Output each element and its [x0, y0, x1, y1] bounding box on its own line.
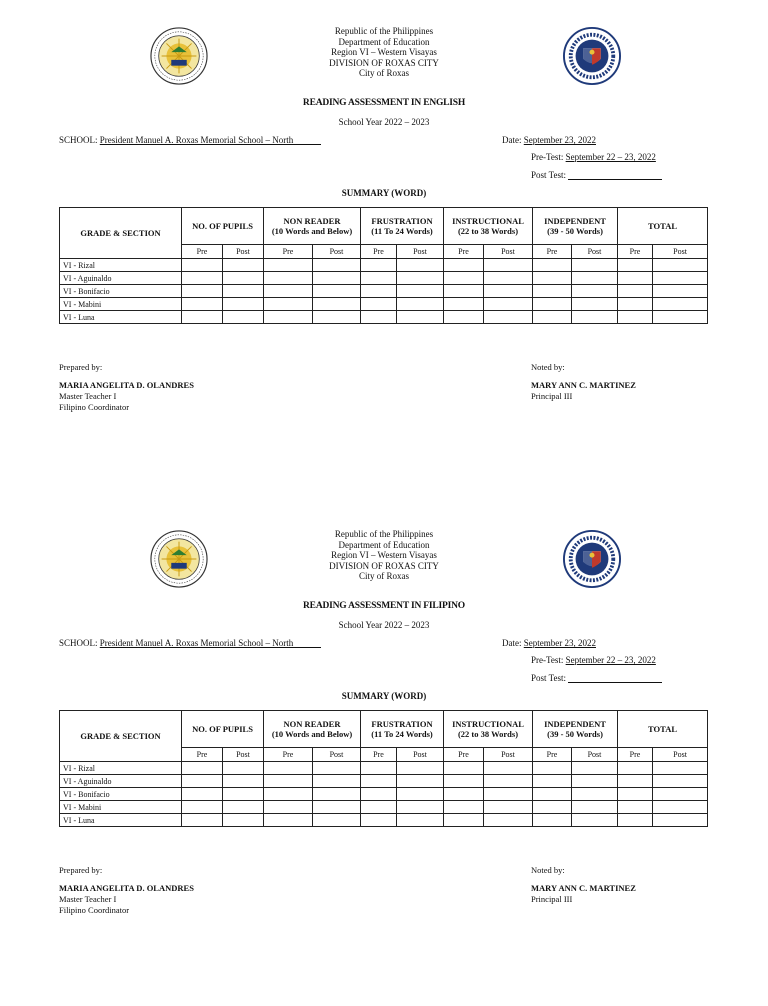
- school-underline: [293, 638, 321, 648]
- summary-title: SUMMARY (WORD): [341, 188, 427, 198]
- school-row: [59, 638, 321, 648]
- division-seal-icon: [150, 27, 208, 85]
- region-line: Region VI – Western Visayas: [331, 47, 437, 58]
- instructional-header: INSTRUCTIONAL (22 to 38 Words): [444, 711, 533, 748]
- pre-label: Pre: [264, 748, 313, 762]
- pre-label: Pre: [533, 748, 572, 762]
- date-label: Date:: [502, 638, 522, 648]
- division-line: DIVISION OF ROXAS CITY: [329, 560, 439, 571]
- noted-name: MARY ANN C. MARTINEZ: [531, 883, 636, 893]
- table-row: [60, 788, 708, 801]
- prepared-label: Prepared by:: [59, 865, 103, 875]
- republic-line: Republic of the Philippines: [334, 26, 434, 36]
- prepared-name: MARIA ANGELITA D. OLANDRES: [59, 883, 194, 893]
- post-label: Post: [397, 748, 444, 762]
- post-label: Post: [223, 748, 264, 762]
- date-row: [502, 135, 596, 145]
- post-label: Post: [223, 245, 264, 259]
- noted-name: MARY ANN C. MARTINEZ: [531, 380, 636, 390]
- pre-label: Pre: [361, 245, 397, 259]
- summary-title: SUMMARY (WORD): [341, 691, 427, 701]
- school-row: [59, 135, 321, 145]
- post-label: Post: [313, 748, 361, 762]
- noted-by-block: [531, 865, 636, 905]
- pre-label: Pre: [618, 748, 653, 762]
- frustration-header: FRUSTRATION (11 To 24 Words): [361, 208, 444, 245]
- division-line: DIVISION OF ROXAS CITY: [329, 57, 439, 68]
- table-row: [60, 762, 708, 775]
- section-name: VI - Bonifacio: [60, 788, 182, 801]
- assessment-form-english: [0, 0, 768, 440]
- section-name: VI - Luna: [60, 814, 182, 827]
- non-reader-header: NON READER (10 Words and Below): [264, 208, 361, 245]
- section-name: VI - Aguinaldo: [60, 272, 182, 285]
- letterhead: [284, 26, 484, 79]
- section-name: VI - Mabini: [60, 298, 182, 311]
- pretest-row: [531, 655, 656, 665]
- post-label: Post: [484, 245, 533, 259]
- pretest-row: [531, 152, 656, 162]
- posttest-row: [531, 673, 662, 683]
- post-label: Post: [572, 748, 618, 762]
- prepared-title2: Filipino Coordinator: [59, 402, 130, 412]
- no-of-pupils-header: NO. OF PUPILS: [182, 208, 264, 245]
- grade-section-header: GRADE & SECTION: [60, 208, 182, 259]
- prepared-label: Prepared by:: [59, 362, 103, 372]
- section-name: VI - Rizal: [60, 259, 182, 272]
- form-title: READING ASSESSMENT IN FILIPINO: [303, 601, 465, 611]
- table-row: [60, 801, 708, 814]
- pre-label: Pre: [444, 748, 484, 762]
- noted-label: Noted by:: [531, 362, 565, 372]
- total-header: TOTAL: [618, 208, 708, 245]
- table-row: [60, 272, 708, 285]
- section-name: VI - Aguinaldo: [60, 775, 182, 788]
- table-row: [60, 285, 708, 298]
- region-line: Region VI – Western Visayas: [331, 550, 437, 561]
- frustration-header: FRUSTRATION (11 To 24 Words): [361, 711, 444, 748]
- pretest-value: September 22 – 23, 2022: [565, 152, 656, 162]
- city-line: City of Roxas: [358, 571, 409, 582]
- prepared-title1: Master Teacher I: [59, 391, 117, 401]
- table-row: [60, 298, 708, 311]
- school-year: School Year 2022 – 2023: [338, 117, 430, 127]
- city-line: City of Roxas: [358, 68, 409, 79]
- table-row: [60, 814, 708, 827]
- prepared-by-block: [59, 362, 194, 413]
- pre-label: Pre: [264, 245, 313, 259]
- section-name: VI - Rizal: [60, 762, 182, 775]
- posttest-label: Post Test:: [531, 673, 566, 683]
- noted-by-block: [531, 362, 636, 402]
- pretest-label: Pre-Test:: [531, 655, 564, 665]
- pre-label: Pre: [533, 245, 572, 259]
- posttest-label: Post Test:: [531, 170, 566, 180]
- summary-table: [59, 207, 708, 324]
- total-header: TOTAL: [618, 711, 708, 748]
- table-row: [60, 259, 708, 272]
- post-label: Post: [313, 245, 361, 259]
- pre-label: Pre: [618, 245, 653, 259]
- noted-label: Noted by:: [531, 865, 565, 875]
- post-label: Post: [653, 748, 708, 762]
- post-label: Post: [653, 245, 708, 259]
- instructional-header: INSTRUCTIONAL (22 to 38 Words): [444, 208, 533, 245]
- division-seal-icon: [150, 530, 208, 588]
- post-label: Post: [572, 245, 618, 259]
- pre-label: Pre: [444, 245, 484, 259]
- section-name: VI - Mabini: [60, 801, 182, 814]
- date-value: September 23, 2022: [523, 638, 596, 648]
- pretest-label: Pre-Test:: [531, 152, 564, 162]
- school-value: President Manuel A. Roxas Memorial School – North: [99, 638, 294, 648]
- deped-seal-icon: [563, 530, 621, 588]
- date-row: [502, 638, 596, 648]
- pre-label: Pre: [182, 245, 223, 259]
- prepared-by-block: [59, 865, 194, 916]
- independent-header: INDEPENDENT (39 - 50 Words): [533, 711, 618, 748]
- date-label: Date:: [502, 135, 522, 145]
- noted-title: Principal III: [531, 894, 573, 904]
- school-value: President Manuel A. Roxas Memorial School – North: [99, 135, 294, 145]
- post-label: Post: [484, 748, 533, 762]
- letterhead: [284, 529, 484, 582]
- assessment-form-filipino: [0, 503, 768, 943]
- school-underline: [293, 135, 321, 145]
- date-value: September 23, 2022: [523, 135, 596, 145]
- deped-seal-icon: [563, 27, 621, 85]
- noted-title: Principal III: [531, 391, 573, 401]
- prepared-title1: Master Teacher I: [59, 894, 117, 904]
- table-row: [60, 311, 708, 324]
- post-label: Post: [397, 245, 444, 259]
- pre-label: Pre: [182, 748, 223, 762]
- prepared-name: MARIA ANGELITA D. OLANDRES: [59, 380, 194, 390]
- summary-table: [59, 710, 708, 827]
- non-reader-header: NON READER (10 Words and Below): [264, 711, 361, 748]
- section-name: VI - Bonifacio: [60, 285, 182, 298]
- department-line: Department of Education: [338, 36, 430, 47]
- posttest-row: [531, 170, 662, 180]
- school-label: SCHOOL:: [59, 638, 98, 648]
- grade-section-header: GRADE & SECTION: [60, 711, 182, 762]
- section-name: VI - Luna: [60, 311, 182, 324]
- posttest-blank: [568, 170, 662, 180]
- school-label: SCHOOL:: [59, 135, 98, 145]
- prepared-title2: Filipino Coordinator: [59, 905, 130, 915]
- pretest-value: September 22 – 23, 2022: [565, 655, 656, 665]
- school-year: School Year 2022 – 2023: [338, 620, 430, 630]
- pre-label: Pre: [361, 748, 397, 762]
- republic-line: Republic of the Philippines: [334, 529, 434, 539]
- posttest-blank: [568, 673, 662, 683]
- table-row: [60, 775, 708, 788]
- no-of-pupils-header: NO. OF PUPILS: [182, 711, 264, 748]
- form-title: READING ASSESSMENT IN ENGLISH: [302, 98, 466, 108]
- department-line: Department of Education: [338, 539, 430, 550]
- independent-header: INDEPENDENT (39 - 50 Words): [533, 208, 618, 245]
